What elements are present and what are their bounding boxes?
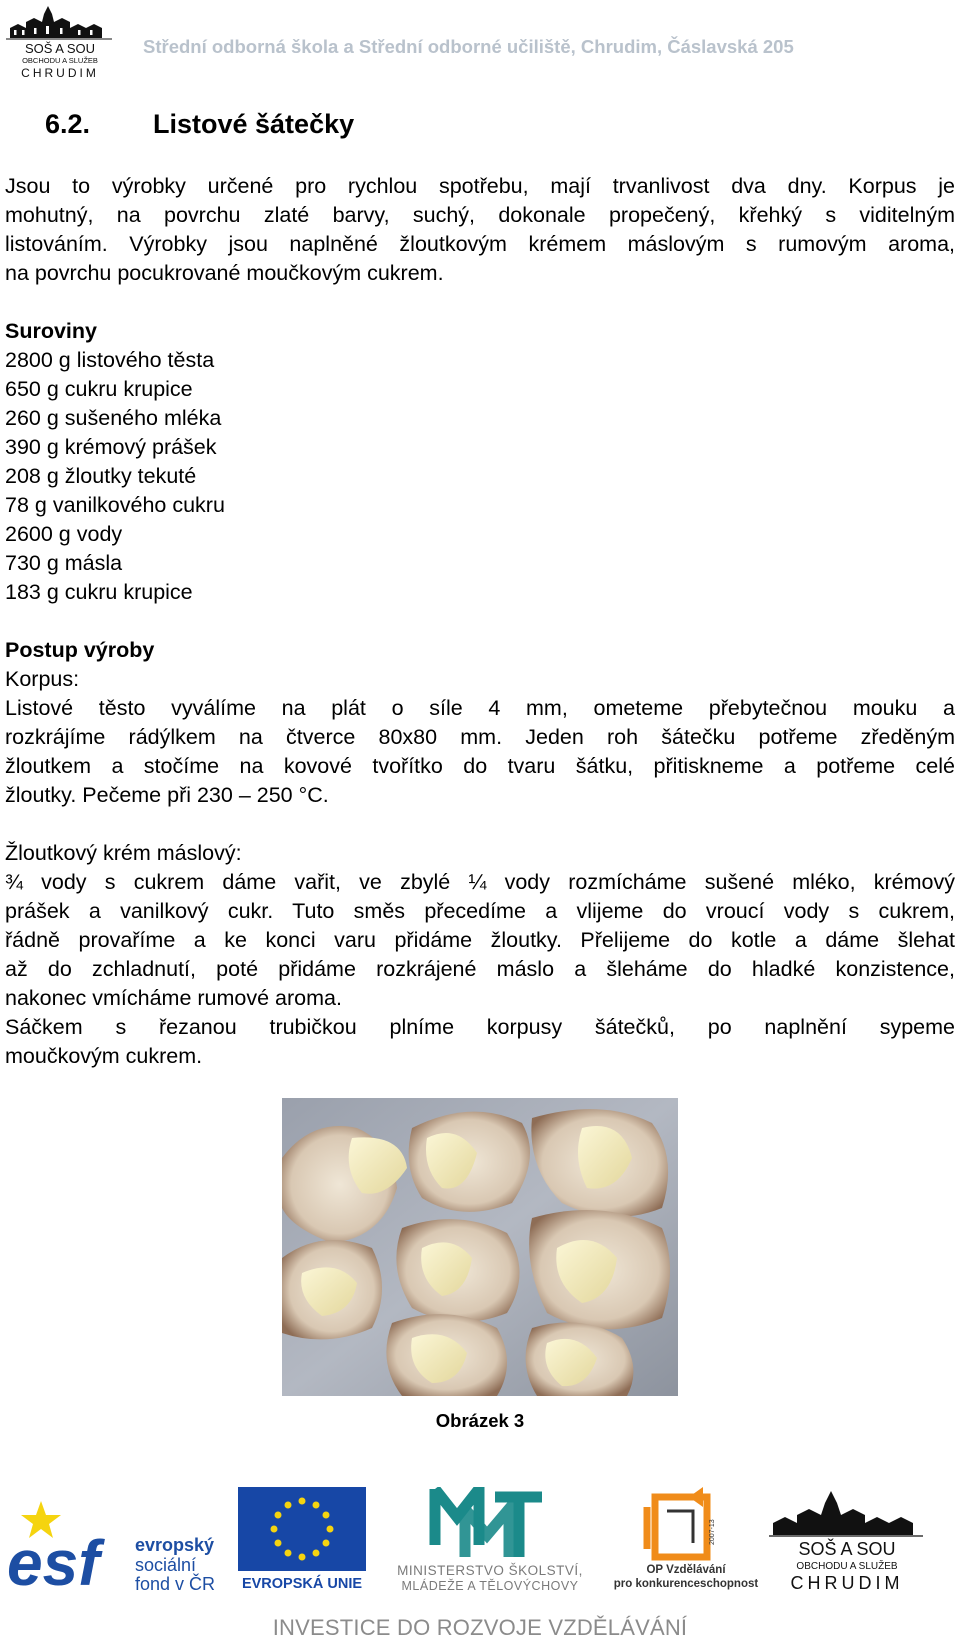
section-title: Listové šátečky (153, 109, 355, 139)
ingredients-title: Suroviny (5, 319, 97, 343)
eu-logo (238, 1487, 366, 1593)
intro-line: mohutný, na povrchu zlaté barvy, suchý, dokonale propečený, křehký s viditelným (5, 203, 955, 227)
intro-line: Jsou to výrobky určené pro rychlou spotřebu, mají trvanlivost dva dny. Korpus je (5, 174, 955, 198)
svg-text:fond v ČR: fond v ČR (135, 1574, 216, 1593)
svg-text:EVROPSKÁ UNIE: EVROPSKÁ UNIE (241, 1576, 363, 1592)
svg-text:sociální: sociální (135, 1555, 197, 1575)
svg-text:MINISTERSTVO ŠKOLSTVÍ,: MINISTERSTVO ŠKOLSTVÍ, (397, 1563, 583, 1578)
pastry (396, 1219, 519, 1322)
pastry (282, 1240, 382, 1339)
fill-line: moučkovým cukrem. (5, 1044, 203, 1068)
ingredient-item: 730 g másla (5, 551, 123, 575)
footer-slogan: INVESTICE DO ROZVOJE VZDĚLÁVÁNÍ (272, 1615, 688, 1640)
krem-line: prášek a vanilkový cukr. Tuto směs přecedíme a vlijeme do vroucí vody s cukrem, (5, 899, 955, 923)
ingredient-item: 650 g cukru krupice (5, 377, 193, 401)
pastry (409, 1112, 530, 1212)
ingredient-item: 2600 g vody (5, 522, 123, 546)
krem-line: řádně provaříme a ke konci varu přidáme žloutky. Přelijeme do kotle a dáme šlehat (5, 928, 955, 952)
svg-text:pro konkurenceschopnost: pro konkurenceschopnost (613, 1578, 759, 1590)
korpus-line: Listové těsto vyválíme na plát o síle 4 mm, ometeme přebytečnou mouku a (5, 696, 955, 720)
pastry (529, 1210, 670, 1329)
ingredient-item: 2800 g listového těsta (5, 348, 215, 372)
intro-line: listováním. Výrobky jsou naplněné žloutkovým krémem máslovým s rumovým aroma, (5, 232, 955, 256)
svg-text:OBCHODU A SLUŽEB: OBCHODU A SLUŽEB (796, 1561, 898, 1572)
pastry (386, 1314, 507, 1396)
korpus-line: rozkrájíme rádýlkem na čtverce 80x80 mm. Jeden roh šátečku potřeme zředěným (5, 725, 955, 749)
svg-text:CHRUDIM: CHRUDIM (790, 1573, 904, 1593)
ingredients-section (5, 317, 955, 607)
svg-text:SOŠ A SOU: SOŠ A SOU (24, 41, 96, 56)
svg-text:esf: esf (7, 1527, 100, 1593)
krem-section (5, 839, 955, 1071)
krem-label: Žloutkový krém máslový: (5, 841, 242, 865)
svg-text:CHRUDIM: CHRUDIM (21, 66, 99, 80)
krem-line: až do zchladnutí, poté přidáme rozkrájené máslo a šleháme do hladké konzistence, (5, 957, 955, 981)
svg-text:OBCHODU A SLUŽEB: OBCHODU A SLUŽEB (22, 56, 98, 65)
school-name: Střední odborná škola a Střední odborné učiliště, Chrudim, Čáslavská 205 (143, 36, 794, 57)
korpus-line: žloutky. Pečeme při 230 – 250 °C. (5, 783, 329, 807)
figure-caption: Obrázek 3 (435, 1410, 525, 1431)
procedure-title: Postup výroby (5, 638, 155, 662)
op-logo (613, 1487, 759, 1593)
korpus-label: Korpus: (5, 667, 80, 691)
school-logo-footer (767, 1487, 927, 1593)
ingredient-item: 390 g krémový prášek (5, 435, 217, 459)
fill-line: Sáčkem s řezanou trubičkou plníme korpusy šátečků, po naplnění sypeme (5, 1015, 955, 1039)
msmt-logo (377, 1487, 603, 1593)
procedure-section (5, 636, 955, 810)
school-logo (4, 2, 116, 80)
intro-line: na povrchu pocukrované moučkovým cukrem. (5, 261, 444, 285)
svg-text:OP Vzdělávání: OP Vzdělávání (646, 1564, 726, 1576)
ingredient-item: 260 g sušeného mléka (5, 406, 222, 430)
section-number: 6.2. (45, 109, 91, 139)
svg-text:evropský: evropský (135, 1535, 215, 1555)
krem-line: ¾ vody s cukrem dáme vařit, ve zbylé ¼ vody rozmícháme sušené mléko, krémový (5, 870, 955, 894)
svg-text:SOŠ A SOU: SOŠ A SOU (798, 1539, 896, 1559)
svg-text:2007-13: 2007-13 (709, 1519, 716, 1545)
ingredient-item: 183 g cukru krupice (5, 580, 193, 604)
esf-logo (5, 1487, 230, 1593)
korpus-line: žloutkem a stočíme na kovové tvořítko do tvaru šátku, přitiskneme a potřeme celé (5, 754, 955, 778)
intro-paragraph (5, 172, 955, 288)
krem-line: nakonec vmícháme rumové aroma. (5, 986, 342, 1010)
ingredient-item: 78 g vanilkového cukru (5, 493, 225, 517)
pastry-photo (282, 1098, 678, 1396)
svg-text:MLÁDEŽE A TĚLOVÝCHOVY: MLÁDEŽE A TĚLOVÝCHOVY (401, 1579, 579, 1593)
ingredient-item: 208 g žloutky tekuté (5, 464, 197, 488)
